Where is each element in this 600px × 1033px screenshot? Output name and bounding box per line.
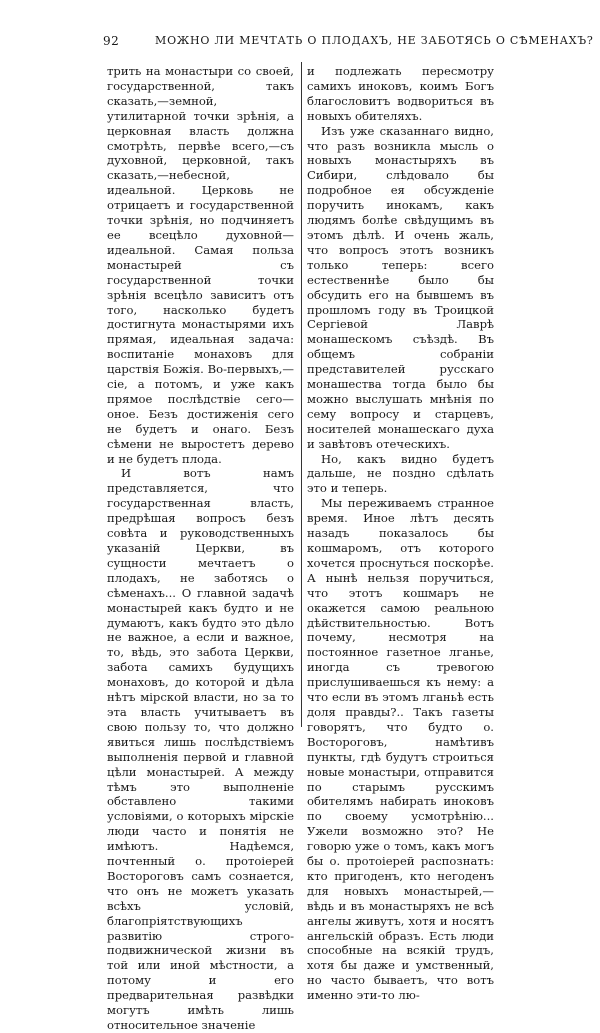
page-header <box>95 34 594 52</box>
paragraph: Но, какъ видно будетъ дальше, не поздно сдѣлать это и теперь. <box>307 451 494 496</box>
paragraph: И вотъ намъ представляется, что государственная власть, предрѣшая вопросъ безъ совѣта и руководственныхъ указаній Церкви, въ сущности мечтаетъ о плодахъ, не заботясь о сѣменахъ... О главной задачѣ монастырей какъ будто и не думаютъ, какъ будто это дѣло не важное, а если и важное, то, вѣдь, это забота Церкви, забота самихъ будущихъ монаховъ, до которой и дѣла нѣтъ мірской власти, но за то эта власть учитываетъ въ свою пользу то, что должно явиться лишь послѣдствіемъ выполненія первой и главной цѣли монастырей. А между тѣмъ это выполненіе обставлено такими условіями, о которыхъ мірскіе люди часто и понятія не имѣютъ. Надѣемся, почтенный о. протоіерей Востороговъ самъ сознается, что онъ не можетъ указать всѣхъ условій, благопріятствующихъ развитію строго-подвижнической жизни въ той или иной мѣстности, а потому и его предварительная развѣдки могутъ имѣть лишь относительное значеніе <box>107 466 294 1032</box>
page-number: 92 <box>103 34 120 48</box>
running-title: МОЖНО ЛИ МЕЧТАТЬ О ПЛОДАХЪ, НЕ ЗАБОТЯСЬ О СѢМЕНАХЪ? <box>155 34 594 47</box>
paragraph: и подлежать пересмотру самихъ иноковъ, коимъ Богъ благословитъ водвориться въ новыхъ обителяхъ. <box>307 64 494 123</box>
left-column <box>107 64 294 1033</box>
paragraph: Изъ уже сказаннаго видно, что разъ возникла мысль о новыхъ монастыряхъ въ Сибири, слѣдовало бы подробное ея обсужденіе поручить инокамъ, какъ людямъ болѣе свѣдущимъ въ этомъ дѣлѣ. И очень жаль, что вопросъ этотъ возникъ только теперь: всего естественнѣе было бы обсудить его на бывшемъ въ прошломъ году въ Троицкой Сергіевой Лаврѣ монашескомъ съѣздѣ. Въ общемъ собраніи представителей русскаго монашества тогда было бы можно выслушать мнѣнія по сему вопросу и старцевъ, носителей монашескаго духа и завѣтовъ отеческихъ. <box>307 123 494 451</box>
paragraph: трить на монастыри со своей, государственной, такъ сказать,—земной, утилитарной точки зрѣнія, а церковная власть должна смотрѣть, первѣе всего,—съ духовной, церковной, такъ сказать,—небесной, идеальной. Церковь не отрицаетъ и государственной точки зрѣнія, но подчиняетъ ее всецѣло духовной—идеальной. Самая польза монастырей съ государственной точки зрѣнія всецѣло зависитъ отъ того, насколько будетъ достигнута монастырями ихъ прямая, идеальная задача: воспитаніе монаховъ для царствія Божія. Во-первыхъ,—сіе, а потомъ, и уже какъ прямое послѣдствіе сего—оное. Безъ достиженія сего не будетъ и онаго. Безъ сѣмени не выростетъ дерево и не будетъ плода. <box>107 64 294 466</box>
paragraph: Мы переживаемъ странное время. Иное лѣтъ десять назадъ показалось бы кошмаромъ, отъ которого хочется проснуться поскорѣе. А нынѣ нельзя поручиться, что этотъ кошмаръ не окажется самою реальною дѣйствительностью. Вотъ почему, несмотря на постоянное газетное лганье, иногда съ тревогою прислушиваешься къ нему: а что если въ этомъ лганьѣ есть доля правды?.. Такъ газеты говорятъ, что будто о. Востороговъ, намѣтивъ пункты, гдѣ будутъ строиться новые монастыри, отправится по старымъ русскимъ обителямъ набирать иноковъ по своему усмотрѣнію... Ужели возможно это? Не говорю уже о томъ, какъ могъ бы о. протоіерей распознать: кто пригоденъ, кто негоденъ для новыхъ монастырей,—вѣдь и въ монастыряхъ не всѣ ангелы живутъ, хотя и носятъ ангельскій образъ. Есть люди способные на всякій трудъ, хотя бы даже и умственный, но часто бываетъ, что вотъ именно эти-то лю- <box>307 496 494 1003</box>
column-divider <box>301 62 302 727</box>
right-column <box>307 64 494 1003</box>
